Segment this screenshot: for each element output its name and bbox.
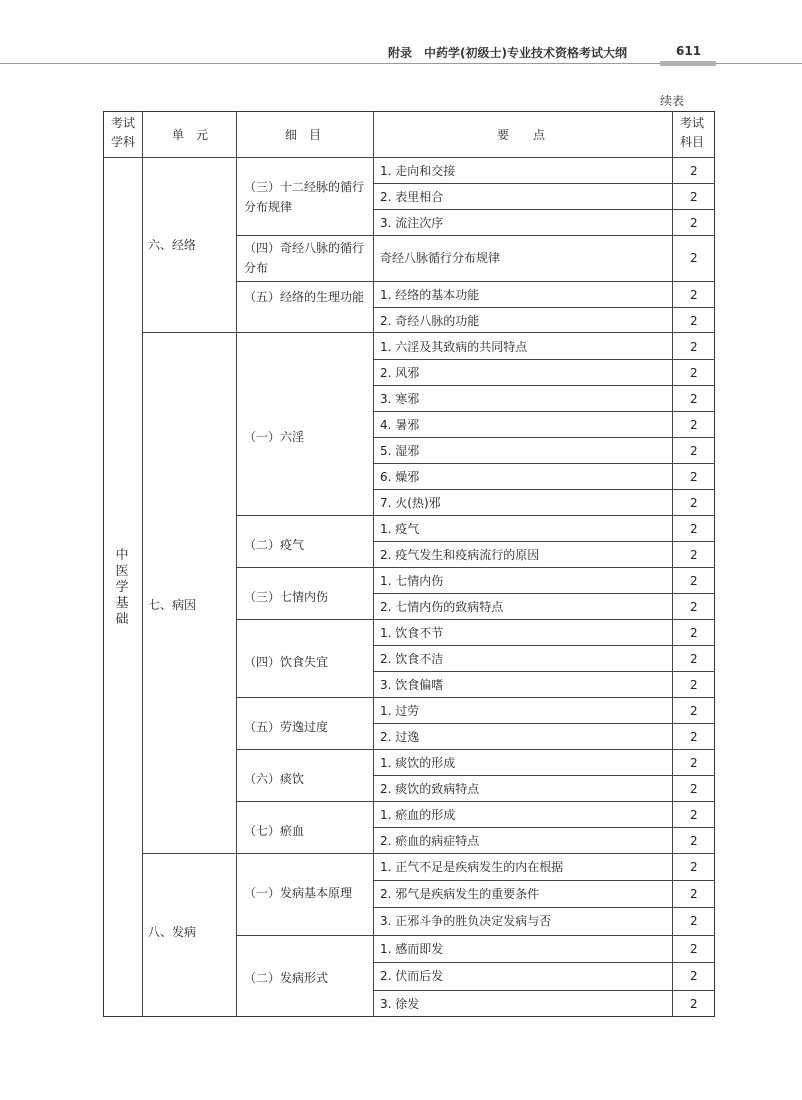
point-rule [373,645,715,646]
point-text: 2. 过逸 [380,730,420,744]
level-value: 2 [690,600,698,614]
unit-label: 七、病因 [148,598,197,612]
level-value: 2 [690,470,698,484]
point-text: 2. 饮食不洁 [380,652,444,666]
level-value: 2 [690,522,698,536]
level-value: 2 [690,392,698,406]
item-label: （三）七情内伤 [244,590,329,604]
point-rule [373,463,715,464]
point-rule [373,962,715,963]
point-text: 3. 正邪斗争的胜负决定发病与否 [380,914,552,928]
level-value: 2 [690,730,698,744]
level-value: 2 [690,314,698,328]
col-header-level: 考试科目 [679,116,704,149]
point-rule [373,489,715,490]
point-text: 7. 火(热)邪 [380,496,441,510]
header-row-rule [103,157,715,158]
point-text: 2. 伏而后发 [380,969,444,983]
level-value: 2 [690,251,698,265]
col-header-subject: 考试学科 [110,116,135,149]
item-rule [236,801,715,802]
level-value: 2 [690,942,698,956]
item-label: （五）劳逸过度 [244,720,329,734]
item-rule [236,515,715,516]
item-label: （四）饮食失宜 [244,655,329,669]
point-text: 4. 暑邪 [380,418,420,432]
continued-label: 续表 [660,94,685,108]
item-label: （二）疫气 [244,538,305,552]
point-text: 6. 燥邪 [380,470,420,484]
item-rule [236,281,715,282]
item-label: （六）痰饮 [244,772,305,786]
level-value: 2 [690,652,698,666]
level-value: 2 [690,366,698,380]
point-text: 奇经八脉循行分布规律 [380,251,501,265]
point-text: 5. 湿邪 [380,444,420,458]
level-value: 2 [690,914,698,928]
point-text: 1. 感而即发 [380,942,444,956]
item-label: （三）十二经脉的循行分布规律 [244,180,365,214]
point-text: 1. 过劳 [380,704,420,718]
level-value: 2 [690,997,698,1011]
level-value: 2 [690,444,698,458]
point-rule [373,541,715,542]
point-rule [373,593,715,594]
header-accent-bar [660,61,716,66]
level-value: 2 [690,704,698,718]
page-number: 611 [676,44,702,58]
level-value: 2 [690,969,698,983]
level-value: 2 [690,496,698,510]
item-label: （四）奇经八脉的循行分布 [244,241,365,275]
level-value: 2 [690,834,698,848]
item-rule [236,235,715,236]
level-value: 2 [690,626,698,640]
level-value: 2 [690,340,698,354]
level-value: 2 [690,756,698,770]
point-text: 3. 徐发 [380,997,420,1011]
point-rule [373,907,715,908]
item-rule [236,697,715,698]
unit-label: 八、发病 [148,925,197,939]
point-text: 1. 痰饮的形成 [380,756,456,770]
subject-label: 中医学基础 [115,548,129,627]
point-rule [373,209,715,210]
point-text: 1. 饮食不节 [380,626,444,640]
unit-rule [142,853,715,854]
level-value: 2 [690,678,698,692]
col-divider [236,111,237,1017]
item-rule [236,935,715,936]
level-value: 2 [690,548,698,562]
point-rule [373,183,715,184]
point-rule [373,385,715,386]
item-label: （一）六淫 [244,430,305,444]
point-text: 1. 走向和交接 [380,164,456,178]
level-value: 2 [690,216,698,230]
point-text: 2. 疫气发生和疫病流行的原因 [380,548,540,562]
point-rule [373,775,715,776]
item-label: （二）发病形式 [244,971,329,985]
unit-label: 六、经络 [148,238,197,252]
point-text: 2. 七情内伤的致病特点 [380,600,504,614]
point-text: 2. 奇经八脉的功能 [380,314,480,328]
point-rule [373,359,715,360]
item-rule [236,567,715,568]
item-label: （七）瘀血 [244,824,305,838]
col-divider [373,111,374,1017]
point-rule [373,307,715,308]
item-rule [236,749,715,750]
point-text: 1. 六淫及其致病的共同特点 [380,340,528,354]
point-text: 2. 痰饮的致病特点 [380,782,480,796]
col-header-item: 细 目 [285,128,322,142]
level-value: 2 [690,190,698,204]
running-header: 附录 中药学(初级士)专业技术资格考试大纲 [388,46,627,60]
col-header-unit: 单 元 [172,128,209,142]
point-text: 1. 七情内伤 [380,574,444,588]
point-text: 2. 风邪 [380,366,420,380]
level-value: 2 [690,288,698,302]
point-text: 2. 瘀血的病症特点 [380,834,480,848]
level-value: 2 [690,860,698,874]
point-text: 2. 邪气是疾病发生的重要条件 [380,887,540,901]
col-header-point: 要 点 [497,128,546,142]
point-text: 1. 经络的基本功能 [380,288,480,302]
item-label: （一）发病基本原理 [244,886,353,900]
point-rule [373,671,715,672]
point-rule [373,437,715,438]
item-label: （五）经络的生理功能 [244,290,365,304]
col-divider [672,111,673,1017]
level-value: 2 [690,164,698,178]
level-value: 2 [690,782,698,796]
point-rule [373,827,715,828]
level-value: 2 [690,574,698,588]
item-rule [236,619,715,620]
point-rule [373,723,715,724]
col-divider [142,111,143,1017]
point-text: 3. 寒邪 [380,392,420,406]
point-text: 2. 表里相合 [380,190,444,204]
level-value: 2 [690,808,698,822]
level-value: 2 [690,418,698,432]
point-text: 3. 饮食偏嗜 [380,678,444,692]
point-rule [373,411,715,412]
point-text: 1. 疫气 [380,522,420,536]
point-rule [373,880,715,881]
point-text: 1. 正气不足是疾病发生的内在根据 [380,860,564,874]
level-value: 2 [690,887,698,901]
unit-rule [142,332,715,333]
point-rule [373,990,715,991]
point-text: 3. 流注次序 [380,216,444,230]
point-text: 1. 瘀血的形成 [380,808,456,822]
